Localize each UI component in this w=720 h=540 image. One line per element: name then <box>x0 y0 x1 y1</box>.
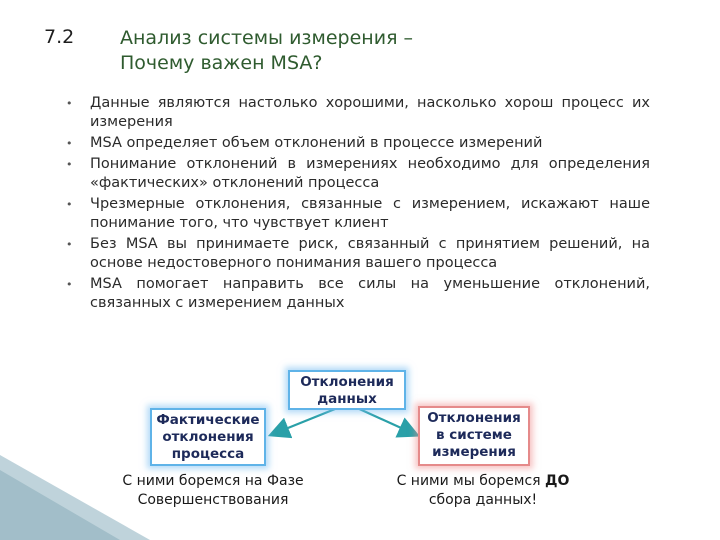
caption-line: С ними боремся на Фазе <box>122 473 304 489</box>
box-line: в системе <box>436 427 512 443</box>
caption-emphasis: ДО <box>545 473 570 489</box>
bullet-item: • MSA определяет объем отклонений в процессе измерений <box>62 134 650 153</box>
bullet-item: • Чрезмерные отклонения, связанные с измерением, искажают наше понимание того, что чувствует клиент <box>62 195 650 233</box>
bullet-item: • Без MSA вы принимаете риск, связанный с принятием решений, на основе недостоверного понимания вашего процесса <box>62 235 650 273</box>
box-line: Отклонения <box>427 410 521 426</box>
slide-title <box>120 26 413 76</box>
bullet-item: • Данные являются настолько хорошими, насколько хорош процесс их измерения <box>62 94 650 132</box>
box-line: Отклонения <box>300 374 394 390</box>
title-line-1: Анализ системы измерения – <box>120 27 414 49</box>
measurement-system-variation-box <box>418 406 530 466</box>
section-number: 7.2 <box>44 26 75 48</box>
bullet-item: • Понимание отклонений в измерениях необходимо для определения «фактических» отклонений процесса <box>62 155 650 193</box>
caption-line <box>368 472 598 491</box>
bullet-item: • MSA помогает направить все силы на уменьшение отклонений, связанных с измерением данных <box>62 275 650 313</box>
box-line: Фактические <box>156 412 260 428</box>
caption-line: сбора данных! <box>428 492 538 508</box>
arrow-to-actual-variation <box>278 407 340 432</box>
corner-decoration-stripe <box>0 470 120 540</box>
box-line: измерения <box>432 444 516 460</box>
actual-process-variation-box <box>150 408 266 466</box>
title-line-2: Почему важен MSA? <box>120 52 323 74</box>
caption-line: Совершенствования <box>137 492 289 508</box>
caption-text: С ними мы боремся <box>396 473 546 489</box>
box-line: отклонения <box>162 429 254 445</box>
left-caption <box>108 472 318 510</box>
data-variation-box <box>288 370 406 410</box>
right-caption <box>368 472 598 510</box>
box-line: данных <box>317 391 377 407</box>
box-line: процесса <box>171 446 245 462</box>
bullet-list <box>62 94 650 315</box>
arrow-to-measurement-variation <box>355 407 410 432</box>
